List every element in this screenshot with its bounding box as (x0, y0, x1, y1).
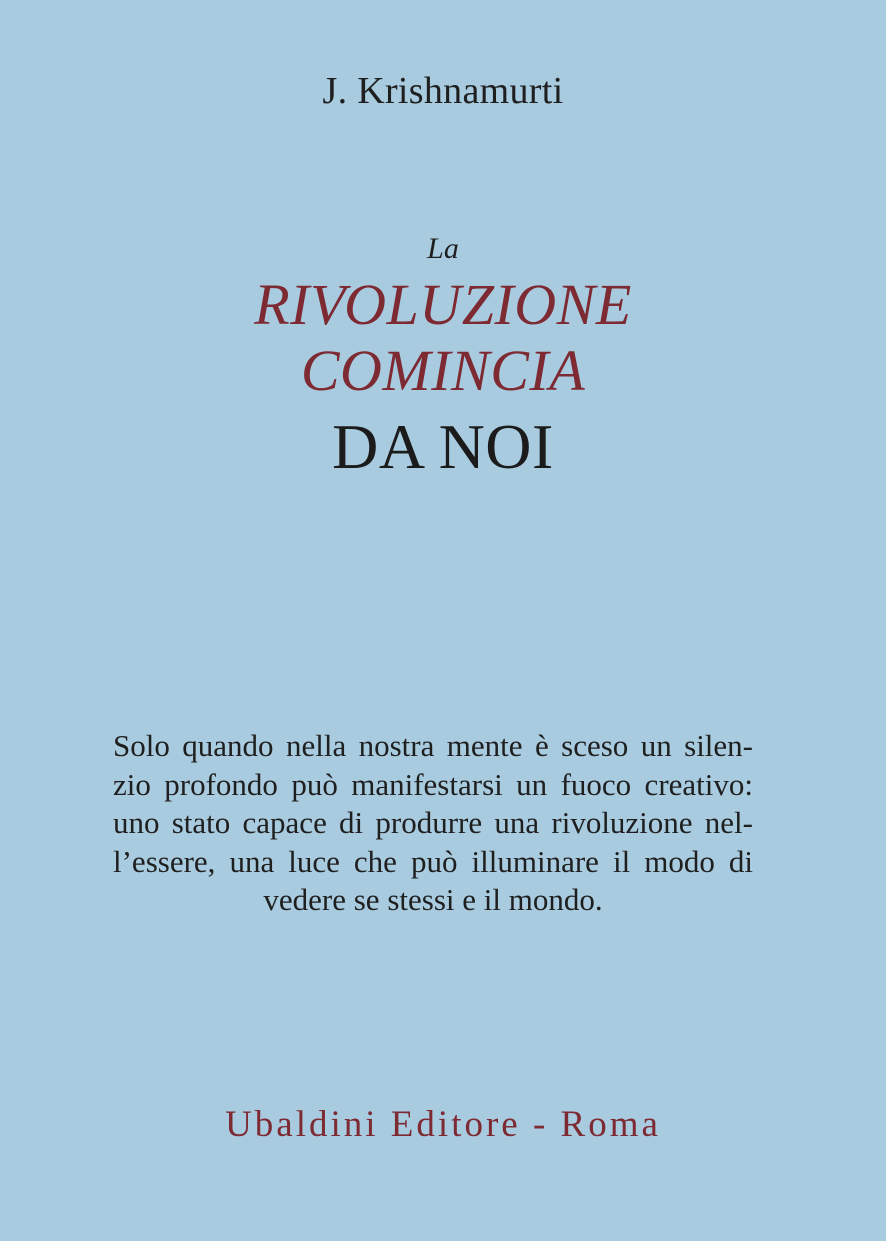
blurb-line: uno stato capace di produrre una rivoluzione nel- (113, 805, 753, 840)
title-line-da-noi: DA NOI (332, 411, 554, 482)
title-article: La (427, 232, 459, 265)
title-line-comincia: COMINCIA (300, 338, 586, 403)
blurb-line: zio profondo può manifestarsi un fuoco creativo: (113, 766, 753, 802)
blurb-line: l’essere, una luce che può illuminare il modo di (113, 843, 753, 879)
blurb-line: vedere se stessi e il mondo. (263, 882, 603, 917)
cover-blurb (113, 727, 753, 920)
book-title (0, 226, 886, 490)
publisher-imprint: Ubaldini Editore - Roma (225, 1104, 661, 1145)
title-line-rivoluzione: RIVOLUZIONE (254, 272, 632, 337)
blurb-line: Solo quando nella nostra mente è sceso un silen- (113, 728, 753, 763)
author-name: J. Krishnamurti (322, 70, 564, 112)
